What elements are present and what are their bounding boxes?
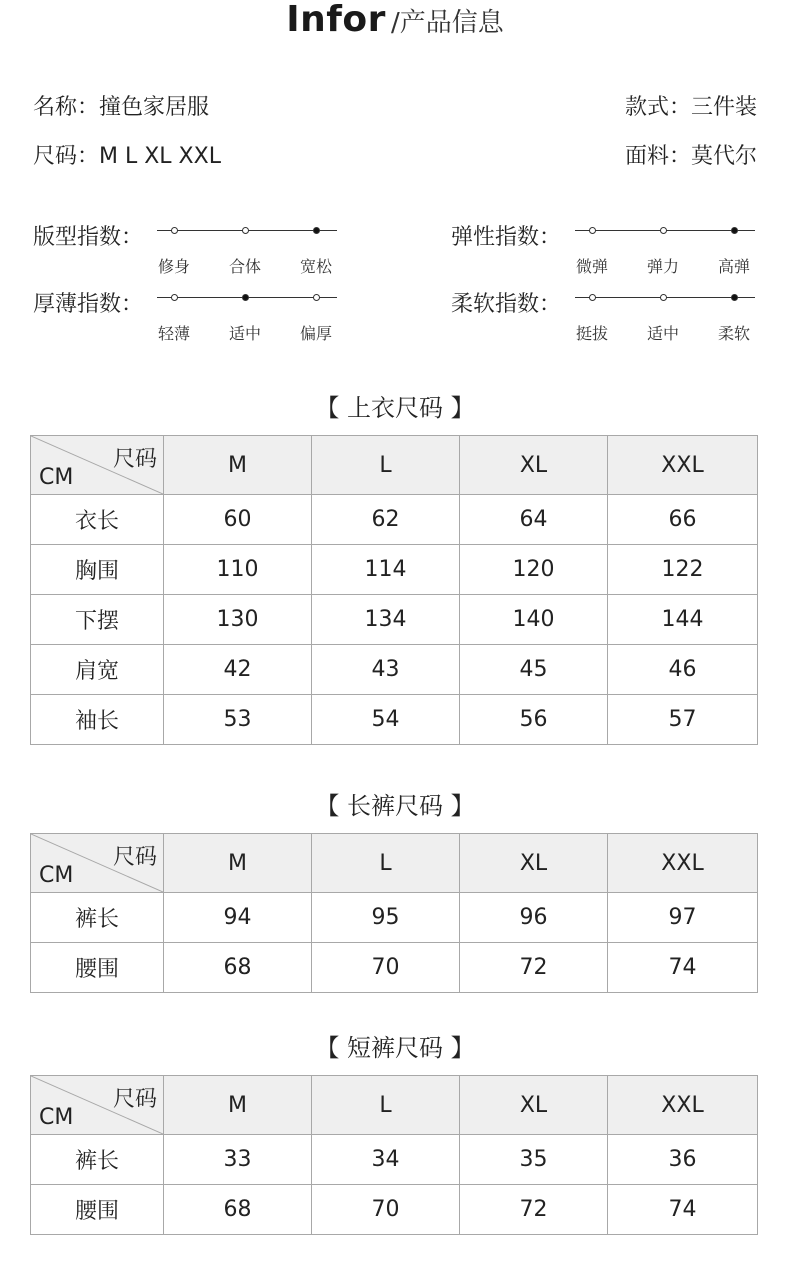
size-column-header: XL [460, 834, 608, 893]
table-cell: 46 [608, 645, 758, 695]
product-sizes: 尺码：M L XL XXL [33, 144, 221, 169]
scale-dot [589, 227, 596, 234]
corner-size-label: 尺码 [112, 845, 157, 870]
info-row-2 [33, 139, 757, 171]
table-row [31, 545, 758, 595]
table-row [31, 1135, 758, 1185]
size-table-header-row [31, 436, 758, 495]
scale-tick-label: 宽松 [299, 257, 332, 276]
size-column-header: M [164, 834, 312, 893]
scale-tick-label: 高弹 [717, 257, 750, 276]
table-cell: 96 [460, 893, 608, 943]
title-cn: /产品信息 [391, 8, 504, 38]
table-cell: 122 [608, 545, 758, 595]
corner-size-label: 尺码 [112, 1087, 157, 1112]
row-label: 腰围 [31, 943, 164, 993]
size-column-header: M [164, 1076, 312, 1135]
table-corner-cell [31, 834, 164, 893]
table-cell: 120 [460, 545, 608, 595]
table-cell: 54 [312, 695, 460, 745]
scale-tick-label: 微弹 [575, 257, 608, 276]
row-label: 腰围 [31, 1185, 164, 1235]
table-row [31, 695, 758, 745]
size-column-header: L [312, 1076, 460, 1135]
corner-unit-label: CM [39, 863, 74, 888]
table-row [31, 1185, 758, 1235]
size-table-title: 【 短裤尺码 】 [315, 1034, 475, 1062]
scale-tick-label: 修身 [157, 257, 190, 276]
table-corner-cell [31, 1076, 164, 1135]
row-label: 裤长 [31, 893, 164, 943]
scale-dot [660, 294, 667, 301]
corner-size-label: 尺码 [112, 447, 157, 472]
scale-tick-label: 偏厚 [299, 324, 332, 343]
table-cell: 33 [164, 1135, 312, 1185]
scale-dot [171, 294, 178, 301]
table-corner-cell [31, 436, 164, 495]
table-row [31, 495, 758, 545]
scale-dot [171, 227, 178, 234]
index-scale-label: 柔软指数： [451, 292, 562, 317]
size-column-header: XXL [608, 436, 758, 495]
index-scale-track [157, 230, 337, 276]
table-cell: 70 [312, 943, 460, 993]
table-cell: 94 [164, 893, 312, 943]
scale-tick-label: 弹力 [646, 257, 679, 276]
table-cell: 35 [460, 1135, 608, 1185]
table-cell: 72 [460, 1185, 608, 1235]
table-cell: 134 [312, 595, 460, 645]
table-cell: 53 [164, 695, 312, 745]
size-column-header: XXL [608, 834, 758, 893]
scale-tick-label: 挺拔 [575, 324, 608, 343]
size-table-title: 【 上衣尺码 】 [315, 394, 475, 422]
table-cell: 45 [460, 645, 608, 695]
size-table-title: 【 长裤尺码 】 [315, 792, 475, 820]
table-cell: 97 [608, 893, 758, 943]
info-row-1 [33, 90, 757, 122]
row-label: 胸围 [31, 545, 164, 595]
table-cell: 130 [164, 595, 312, 645]
row-label: 肩宽 [31, 645, 164, 695]
scale-dot [242, 227, 249, 234]
table-cell: 74 [608, 1185, 758, 1235]
table-cell: 72 [460, 943, 608, 993]
page-title [0, 0, 790, 44]
table-cell: 68 [164, 1185, 312, 1235]
scale-dot-selected [242, 294, 249, 301]
table-cell: 64 [460, 495, 608, 545]
table-row [31, 943, 758, 993]
scale-dot [313, 294, 320, 301]
table-row [31, 645, 758, 695]
scale-tick-label: 适中 [646, 324, 679, 343]
table-cell: 60 [164, 495, 312, 545]
size-column-header: L [312, 436, 460, 495]
index-scale [33, 287, 339, 343]
size-table [30, 833, 758, 993]
table-cell: 110 [164, 545, 312, 595]
table-cell: 43 [312, 645, 460, 695]
corner-unit-label: CM [39, 1105, 74, 1130]
row-label: 下摆 [31, 595, 164, 645]
size-column-header: L [312, 834, 460, 893]
scale-tick-label: 合体 [228, 257, 261, 276]
table-cell: 57 [608, 695, 758, 745]
table-cell: 95 [312, 893, 460, 943]
size-column-header: XL [460, 436, 608, 495]
table-row [31, 893, 758, 943]
title-en: Infor [286, 0, 386, 40]
index-scale-label: 版型指数： [33, 225, 144, 250]
table-cell: 140 [460, 595, 608, 645]
table-cell: 62 [312, 495, 460, 545]
table-cell: 66 [608, 495, 758, 545]
product-style: 款式：三件装 [624, 95, 757, 120]
table-cell: 56 [460, 695, 608, 745]
table-cell: 34 [312, 1135, 460, 1185]
table-row [31, 595, 758, 645]
size-column-header: XXL [608, 1076, 758, 1135]
table-cell: 42 [164, 645, 312, 695]
size-table [30, 435, 758, 745]
table-cell: 68 [164, 943, 312, 993]
row-label: 袖长 [31, 695, 164, 745]
size-column-header: XL [460, 1076, 608, 1135]
scale-dot-selected [313, 227, 320, 234]
scale-tick-label: 柔软 [717, 324, 750, 343]
scale-dot [660, 227, 667, 234]
index-scale-label: 弹性指数： [451, 225, 562, 250]
scale-dot [589, 294, 596, 301]
scale-dot-selected [731, 294, 738, 301]
table-cell: 70 [312, 1185, 460, 1235]
scale-tick-label: 适中 [228, 324, 261, 343]
row-label: 衣长 [31, 495, 164, 545]
size-column-header: M [164, 436, 312, 495]
size-table-header-row [31, 834, 758, 893]
index-scale [33, 220, 339, 276]
index-scale [451, 220, 757, 276]
size-table [30, 1075, 758, 1235]
index-scale-label: 厚薄指数： [33, 292, 144, 317]
size-table-header-row [31, 1076, 758, 1135]
product-fabric: 面料：莫代尔 [624, 144, 757, 169]
table-cell: 144 [608, 595, 758, 645]
table-cell: 114 [312, 545, 460, 595]
scale-dot-selected [731, 227, 738, 234]
table-cell: 36 [608, 1135, 758, 1185]
scale-tick-label: 轻薄 [157, 324, 190, 343]
index-scale-track [575, 297, 755, 343]
row-label: 裤长 [31, 1135, 164, 1185]
index-scale-track [157, 297, 337, 343]
product-name: 名称：撞色家居服 [33, 95, 210, 120]
table-cell: 74 [608, 943, 758, 993]
index-scale-track [575, 230, 755, 276]
corner-unit-label: CM [39, 465, 74, 490]
index-scale [451, 287, 757, 343]
